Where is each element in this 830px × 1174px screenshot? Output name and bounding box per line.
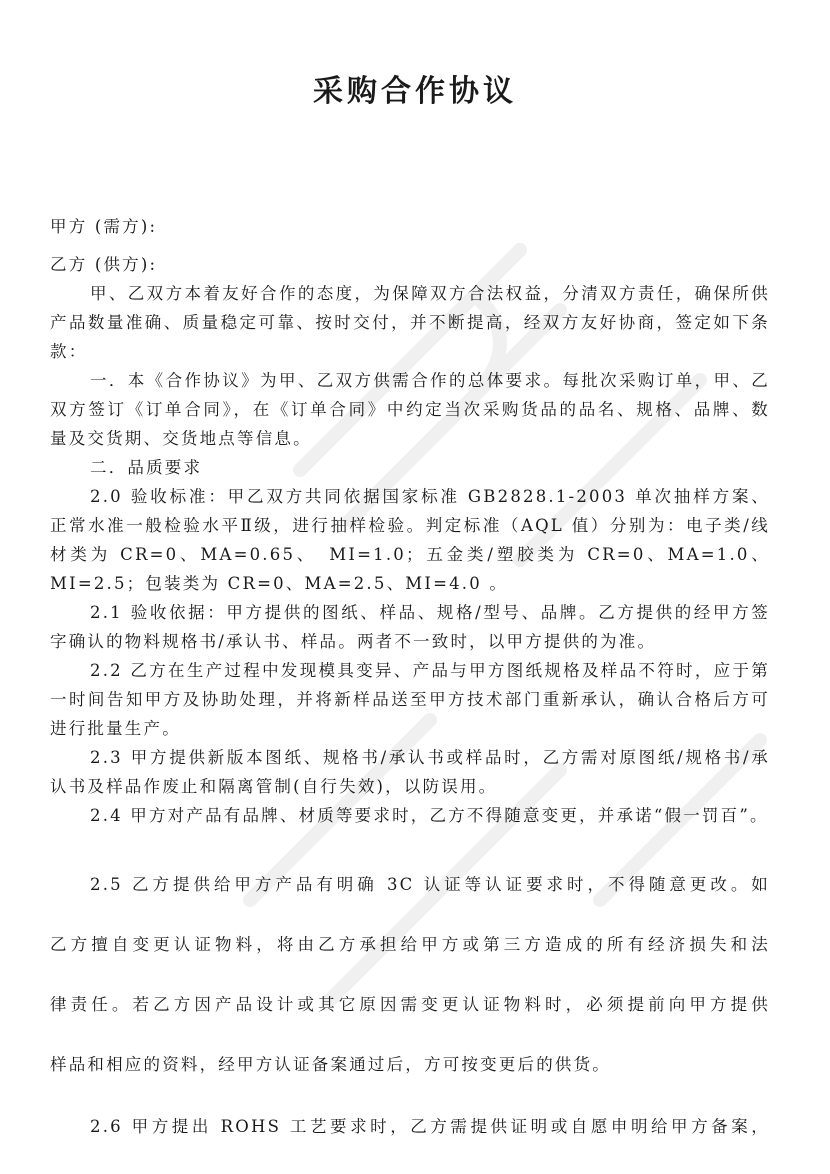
clause-2-0-paragraph: 2.0 验收标准：甲乙双方共同依据国家标准 GB2828.1-2003 单次抽样方案、正常水准一般检验水平Ⅱ级，进行抽样检验。判定标准（AQL 值）分别为：电子类/线材类为 CR=0、MA=0.65、 MI=1.0；五金类/塑胶类为 CR=0、MA=1.0、MI=2.5；包装类为 CR=0、MA=2.5、MI=4.0 。 — [50, 487, 770, 593]
section-2-heading: 二．品质要求 — [90, 458, 203, 477]
document-title: 采购合作协议 — [313, 74, 517, 109]
clause-2-5-line-2: 乙方擅自变更认证物料，将由乙方承担给甲方或第三方造成的所有经济损失和法 — [50, 935, 770, 954]
clause-1-paragraph: 一．本《合作协议》为甲、乙双方供需合作的总体要求。每批次采购订单，甲、乙双方签订《订单合同》，在《订单合同》中约定当次采购货品的品名、规格、品牌、数量及交货期、交货地点等信息。 — [50, 371, 770, 448]
clause-2-6-line-1: 2.6 甲方提出 ROHS 工艺要求时，乙方需提供证明或自愿申明给甲方备案， — [90, 1117, 770, 1136]
clause-2-5-line-1: 2.5 乙方提供给甲方产品有明确 3C 认证等认证要求时，不得随意更改。如 — [90, 875, 770, 894]
clause-2-1-paragraph: 2.1 验收依据：甲方提供的图纸、样品、规格/型号、品牌。乙方提供的经甲方签字确认的物料规格书/承认书、样品。两者不一致时，以甲方提供的为准。 — [50, 603, 770, 651]
clause-2-4-paragraph: 2.4 甲方对产品有品牌、材质等要求时，乙方不得随意变更，并承诺“假一罚百”。 — [90, 806, 769, 825]
clause-2-3-paragraph: 2.3 甲方提供新版本图纸、规格书/承认书或样品时，乙方需对原图纸/规格书/承认书及样品作废止和隔离管制(自行失效)，以防误用。 — [50, 748, 770, 796]
clause-2-5-line-3: 律责任。若乙方因产品设计或其它原因需变更认证物料时，必须提前向甲方提供 — [50, 995, 770, 1014]
party-b-label: 乙方 (供方): — [50, 255, 158, 274]
clause-2-2-paragraph: 2.2 乙方在生产过程中发现模具变异、产品与甲方图纸规格及样品不符时，应于第一时间告知甲方及协助处理，并将新样品送至甲方技术部门重新承认，确认合格后方可进行批量生产。 — [50, 661, 770, 738]
intro-paragraph: 甲、乙双方本着友好合作的态度，为保障双方合法权益，分清双方责任，确保所供产品数量准确、质量稳定可靠、按时交付，并不断提高，经双方友好协商，签定如下条款： — [50, 284, 770, 361]
clause-2-5-line-4: 样品和相应的资料，经甲方认证备案通过后，方可按变更后的供货。 — [50, 1055, 611, 1074]
party-a-label: 甲方 (需方): — [50, 217, 158, 236]
